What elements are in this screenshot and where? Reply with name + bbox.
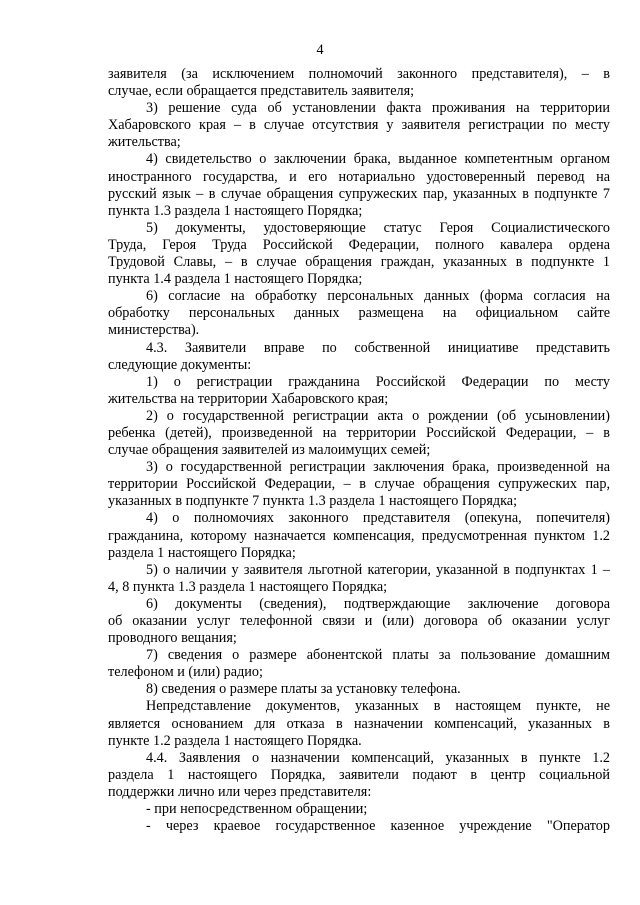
text-line: 5) документы, удостоверяющие статус Героя Социалистического bbox=[146, 219, 610, 236]
text-line: пункта 1.3 раздела 1 настоящего Порядка; bbox=[108, 202, 363, 219]
text-line: иностранного государства, и его нотариально удостоверенный перевод на bbox=[108, 168, 610, 185]
text-line: 4, 8 пункта 1.3 раздела 1 настоящего Порядка; bbox=[108, 578, 388, 595]
text-line: жительства на территории Хабаровского края; bbox=[108, 390, 389, 407]
text-line: телефоном и (или) радио; bbox=[108, 664, 263, 681]
text-line: 4.4. Заявления о назначении компенсаций, указанных в пункте 1.2 bbox=[146, 749, 610, 766]
text-line: следующие документы: bbox=[108, 356, 252, 373]
document-body bbox=[108, 66, 610, 835]
text-line: Труда, Героя Труда Российской Федерации, полного кавалера ордена bbox=[108, 236, 610, 253]
text-line: заявителя (за исключением полномочий законного представителя), – в bbox=[108, 66, 610, 82]
text-line: министерства). bbox=[108, 322, 200, 339]
text-line: 8) сведения о размере платы за установку телефона. bbox=[146, 681, 461, 698]
text-line: Хабаровского края – в случае отсутствия у заявителя регистрации по месту bbox=[108, 117, 610, 134]
text-line: указанных в подпункте 7 пункта 1.3 раздела 1 настоящего Порядка; bbox=[108, 493, 518, 510]
text-line: 7) сведения о размере абонентской платы за пользование домашним bbox=[146, 647, 610, 664]
text-line: - через краевое государственное казенное учреждение "Оператор bbox=[146, 818, 610, 835]
text-line: обработку персональных данных размещена на официальном сайте bbox=[108, 305, 610, 322]
page-number: 4 bbox=[316, 42, 324, 58]
text-line: ребенка (детей), произведенной на территории Российской Федерации, – в bbox=[108, 424, 610, 441]
text-line: 1) о регистрации гражданина Российской Федерации по месту bbox=[146, 373, 610, 390]
text-line: - при непосредственном обращении; bbox=[146, 801, 368, 818]
text-line: 4.3. Заявители вправе по собственной инициативе представить bbox=[146, 339, 610, 356]
text-line: случае обращения заявителей из малоимущих семей; bbox=[108, 442, 431, 459]
text-line: проводного вещания; bbox=[108, 630, 237, 647]
text-line: поддержки лично или через представителя: bbox=[108, 783, 372, 800]
text-line: об оказании услуг телефонной связи и (или) договора об оказании услуг bbox=[108, 613, 610, 629]
text-line: жительства; bbox=[108, 134, 181, 151]
text-line: раздела 1 настоящего Порядка, заявители подают в центр социальной bbox=[108, 766, 610, 783]
text-line: пункта 1.4 раздела 1 настоящего Порядка; bbox=[108, 271, 363, 288]
text-line: 3) решение суда об установлении факта проживания на территории bbox=[146, 100, 610, 117]
text-line: случае, если обращается представитель заявителя; bbox=[108, 83, 415, 100]
text-line: 2) о государственной регистрации акта о рождении (об усыновлении) bbox=[146, 407, 610, 424]
text-line: Трудовой Славы, – в случае обращения граждан, указанных в подпункте 1 bbox=[108, 254, 610, 271]
text-line: территории Российской Федерации, – в случае обращения супружеских пар, bbox=[108, 476, 610, 493]
text-line: пункте 1.2 раздела 1 настоящего Порядка. bbox=[108, 732, 362, 749]
text-line: 3) о государственной регистрации заключения брака, произведенной на bbox=[146, 459, 610, 476]
text-line: является основанием для отказа в назначении компенсаций, указанных в bbox=[108, 715, 610, 732]
text-line: 4) свидетельство о заключении брака, выданное компетентным органом bbox=[146, 151, 610, 168]
text-line: раздела 1 настоящего Порядка; bbox=[108, 544, 296, 561]
text-line: 5) о наличии у заявителя льготной категории, указанной в подпунктах 1 – bbox=[146, 561, 610, 578]
text-line: Непредставление документов, указанных в настоящем пункте, не bbox=[146, 698, 610, 715]
text-line: гражданина, которому назначается компенсация, предусмотренная пунктом 1.2 bbox=[108, 527, 610, 544]
text-line: русский язык – в случае обращения супружеских пар, указанных в подпункте 7 bbox=[108, 185, 610, 202]
text-line: 6) согласие на обработку персональных данных (форма согласия на bbox=[146, 288, 610, 305]
text-line: 4) о полномочиях законного представителя (опекуна, попечителя) bbox=[146, 510, 610, 527]
text-line: 6) документы (сведения), подтверждающие заключение договора bbox=[146, 595, 610, 612]
